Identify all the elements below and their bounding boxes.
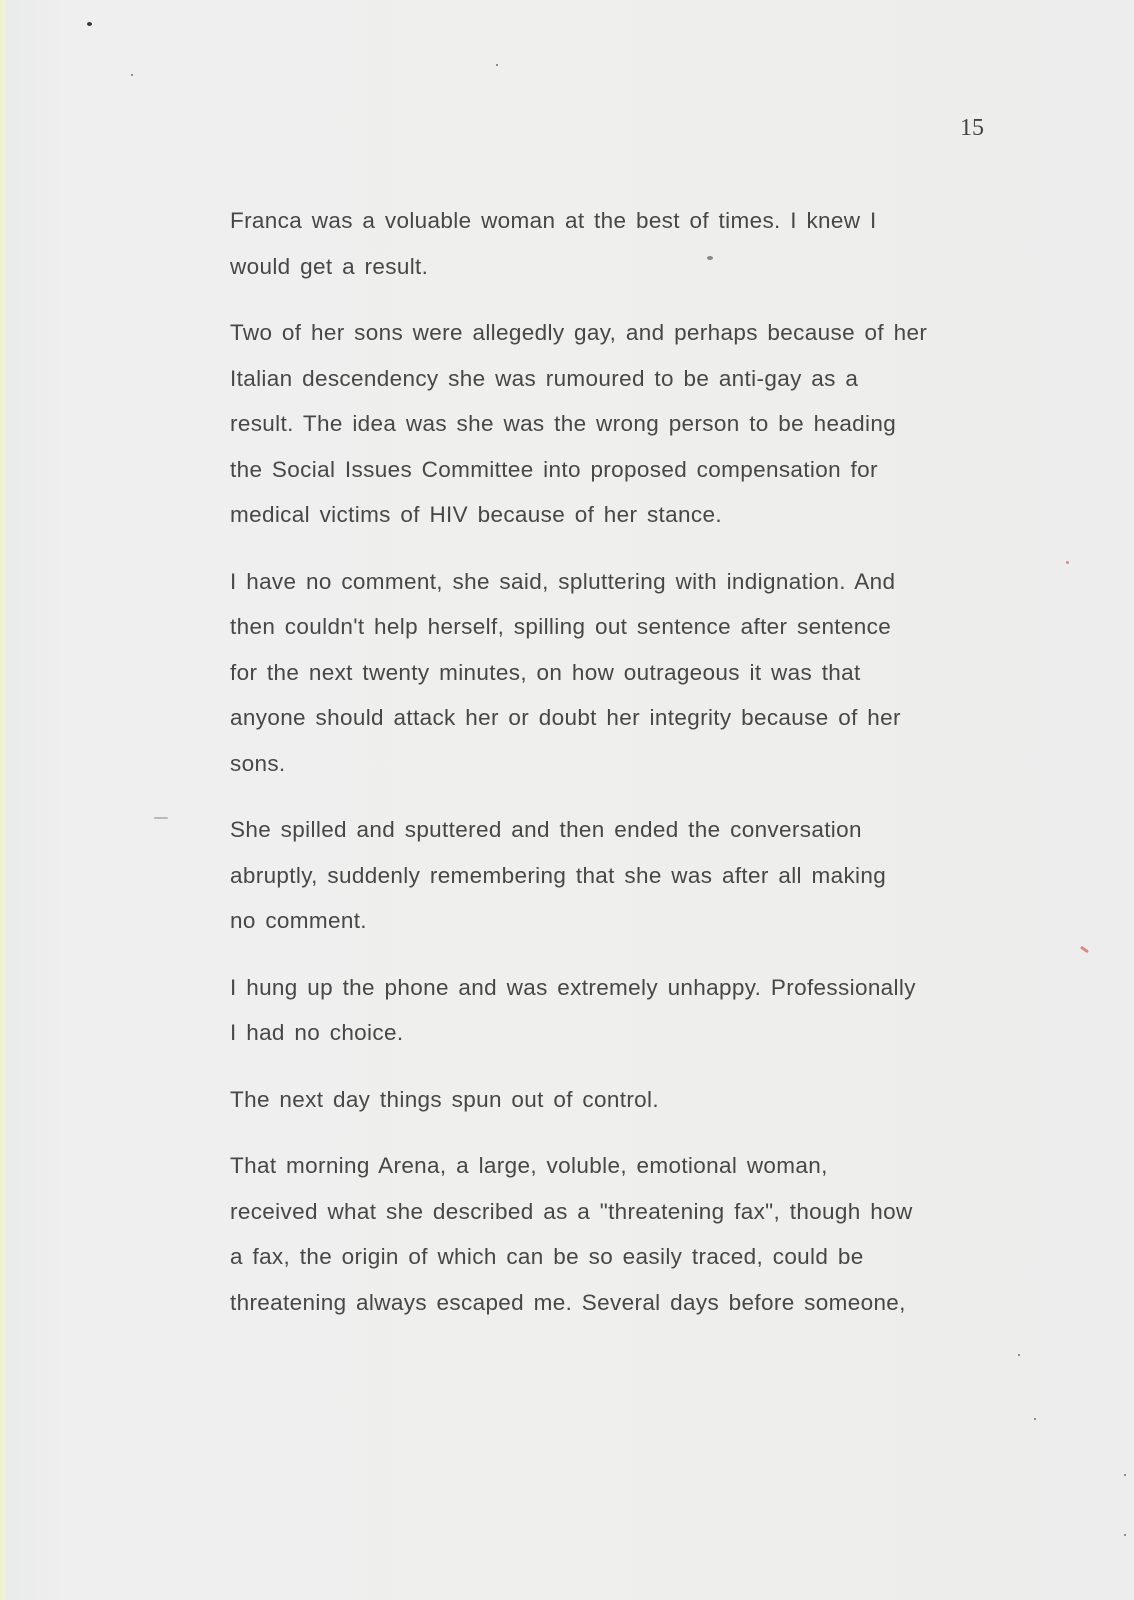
paragraph xyxy=(230,807,1000,944)
text-line: sons. xyxy=(230,750,286,776)
text-line: received what she described as a "threatening fax", though how xyxy=(230,1198,913,1224)
paragraph xyxy=(230,1077,1000,1123)
text-line: then couldn't help herself, spilling out sentence after sentence xyxy=(230,614,892,639)
text-line: That morning Arena, a large, voluble, emotional woman, xyxy=(230,1153,828,1178)
text-line: a fax, the origin of which can be so easily traced, could be xyxy=(230,1244,864,1269)
scan-speck xyxy=(1124,1534,1126,1536)
text-line: abruptly, suddenly remembering that she was after all making xyxy=(230,862,887,888)
scan-speck xyxy=(1034,1418,1036,1420)
scan-speck xyxy=(131,74,133,76)
text-line: I have no comment, she said, spluttering with indignation. And xyxy=(230,568,896,594)
text-line: Two of her sons were allegedly gay, and perhaps because of her xyxy=(230,320,928,345)
body-text xyxy=(230,198,1000,1346)
text-line: medical victims of HIV because of her stance. xyxy=(230,502,722,527)
text-line: The next day things spun out of control. xyxy=(230,1086,659,1112)
text-line: Italian descendency she was rumoured to be anti-gay as a xyxy=(230,365,859,391)
text-line: no comment. xyxy=(230,908,367,933)
scan-speck xyxy=(1080,946,1089,954)
text-line: result. The idea was she was the wrong person to be heading xyxy=(230,411,897,436)
text-line: Franca was a voluable woman at the best of times. I knew I xyxy=(230,208,877,233)
scan-speck xyxy=(1066,561,1069,564)
text-line: She spilled and sputtered and then ended the conversation xyxy=(230,817,862,842)
scan-speck xyxy=(496,64,498,66)
text-line: would get a result. xyxy=(230,253,429,279)
paragraph xyxy=(230,310,1000,538)
page-edge-shading xyxy=(0,0,8,1600)
text-line: for the next twenty minutes, on how outrageous it was that xyxy=(230,659,861,685)
paragraph xyxy=(230,559,1000,787)
paragraph xyxy=(230,198,1000,289)
text-line: the Social Issues Committee into proposed compensation for xyxy=(230,456,878,482)
text-line: I hung up the phone and was extremely unhappy. Professionally xyxy=(230,974,916,1000)
scan-speck xyxy=(1124,1474,1126,1476)
paragraph xyxy=(230,1143,1000,1325)
page-number: 15 xyxy=(960,115,984,141)
scan-speck xyxy=(87,22,92,26)
scan-speck xyxy=(154,817,168,819)
text-line: I had no choice. xyxy=(230,1020,404,1045)
text-line: anyone should attack her or doubt her integrity because of her xyxy=(230,705,901,730)
scan-speck xyxy=(1018,1354,1020,1356)
text-line: threatening always escaped me. Several days before someone, xyxy=(230,1289,906,1315)
paragraph xyxy=(230,965,1000,1056)
